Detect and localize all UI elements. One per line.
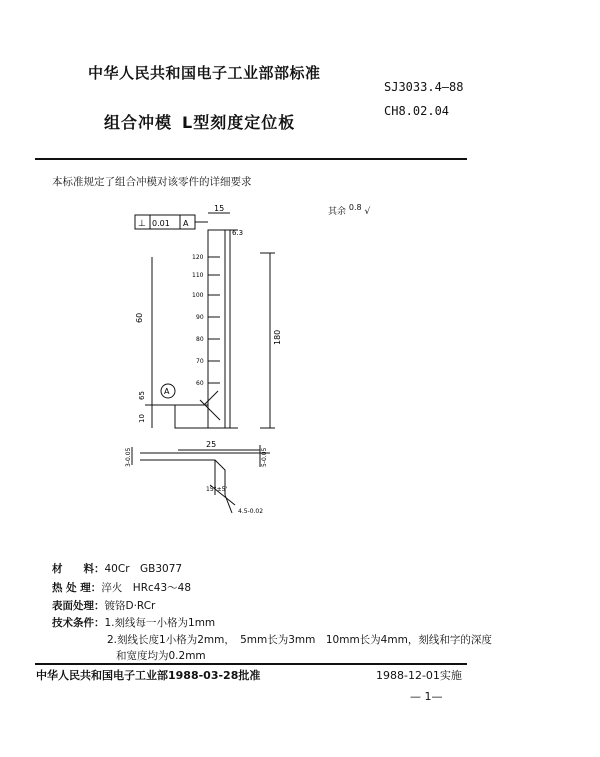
scale-label: 90: [196, 314, 204, 321]
spec-material: [52, 561, 182, 576]
dim-angle: 15°±5': [206, 486, 228, 493]
perpendicularity-symbol: ⊥: [138, 219, 146, 229]
roughness-note: [328, 204, 370, 217]
roughness-symbol-icon: √: [364, 207, 371, 217]
scale-ticks: [208, 257, 220, 383]
standard-number: SJ3033.4—88: [384, 80, 464, 94]
spec-technical-conditions: [52, 615, 215, 630]
document-title-prefix: 组合冲模: [104, 113, 173, 132]
scale-label: 60: [196, 380, 204, 387]
dim-flange-left: 3-0.05: [125, 447, 132, 467]
spec-technical-conditions-2-cont: 和宽度均为0.2mm: [116, 650, 206, 662]
roughness-value: 6.3: [232, 229, 244, 237]
roughness-note-text: 其余: [328, 207, 347, 217]
dim-bottom-b: 10: [138, 414, 146, 423]
dim-top-width: 15: [214, 204, 225, 213]
dim-bottom-a: 65: [138, 391, 146, 400]
spec-label: 热 处 理：: [52, 582, 102, 594]
intro-text: 本标准规定了组合冲模对该零件的详细要求: [52, 176, 252, 188]
roughness-mark: 0.8: [348, 203, 362, 212]
spec-surface-treatment: [52, 598, 155, 613]
page-number: — 1—: [410, 690, 443, 703]
header-rule: [35, 158, 467, 160]
classification-code: CH8.02.04: [384, 104, 450, 118]
dim-flange-right: 5-0.05: [261, 447, 268, 467]
tolerance-value: 0.01: [152, 219, 170, 228]
dim-height-right: 180: [273, 329, 282, 345]
foot: [175, 405, 208, 428]
spec-value: 淬火 HRc43～48: [101, 582, 191, 594]
spec-value: 1.刻线每一小格为1mm: [104, 617, 216, 629]
dim-base-width: 25: [206, 440, 217, 449]
scale-label: 110: [192, 272, 204, 279]
scale-labels: [192, 254, 204, 387]
datum-label: A: [164, 387, 170, 396]
document-title: L型刻度定位板: [182, 113, 296, 132]
datum-reference: A: [183, 219, 189, 228]
scale-label: 70: [196, 358, 204, 365]
effective-date: 1988-12-01实施: [376, 669, 462, 682]
dim-height-left: 60: [135, 312, 144, 323]
scale-label: 120: [192, 254, 204, 261]
spec-value: 镀铬D·RCr: [104, 600, 156, 612]
part-drawing: [120, 195, 380, 535]
spec-technical-conditions-2: 2.刻线长度1小格为2mm， 5mm长为3mm 10mm长为4mm，刻线和字的深度: [107, 634, 492, 646]
scale-label: 100: [192, 292, 204, 299]
spec-label: 材 料：: [52, 563, 105, 575]
dim-slot: 4.5-0.02: [238, 508, 264, 515]
footer-rule: [35, 663, 467, 665]
spec-label: 技术条件：: [52, 617, 105, 629]
approval-line: 中华人民共和国电子工业部1988-03-28批准: [36, 669, 261, 682]
spec-heat-treatment: [52, 580, 191, 595]
issuer-title: 中华人民共和国电子工业部部标准: [88, 64, 321, 82]
scale-label: 80: [196, 336, 204, 343]
spec-value: 40Cr GB3077: [104, 563, 183, 575]
spec-label: 表面处理：: [52, 600, 105, 612]
